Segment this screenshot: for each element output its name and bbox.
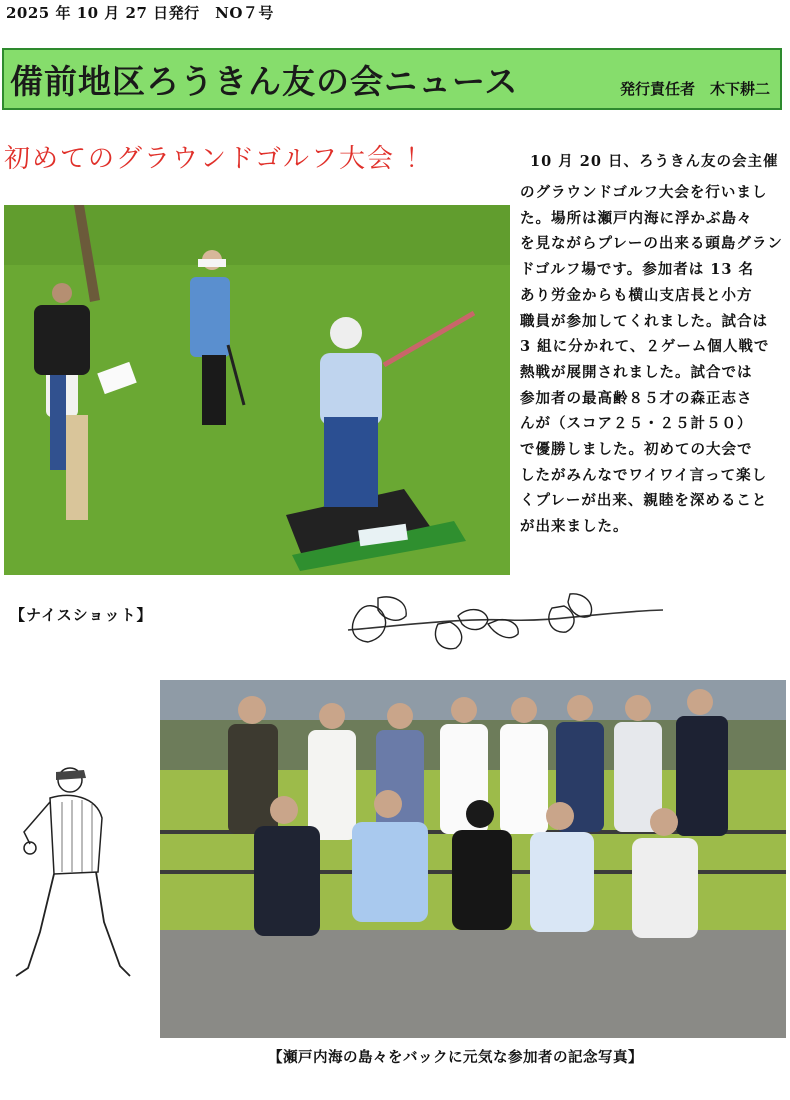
article-line: ドゴルフ場です。参加者は 13 名: [520, 261, 755, 279]
article-line: あり労金からも横山支店長と小方: [520, 286, 753, 304]
ground-golf-photo: [4, 205, 510, 575]
group-photo-illustration: [160, 680, 786, 1038]
article-line: んが（スコア２５・２５計５０）: [520, 415, 753, 433]
group-photo: [160, 680, 786, 1038]
baseball-player-sketch: [10, 762, 140, 992]
nice-shot-caption: 【ナイスショット】: [10, 606, 153, 624]
ground-golf-photo-illustration: [4, 205, 510, 575]
article-line: 参加者の最高齢８５才の森正志さ: [520, 389, 753, 407]
article-line: のグラウンドゴルフ大会を行いまし: [520, 184, 768, 201]
masthead-banner: [2, 48, 782, 110]
article-line: で優勝しました。初めての大会で: [520, 441, 753, 459]
group-photo-caption: 【瀬戸内海の島々をバックに元気な参加者の記念写真】: [268, 1049, 643, 1066]
article-body: [520, 180, 790, 540]
vine-illustration: [338, 590, 668, 662]
article-line: くプレーが出来、親睦を深めること: [520, 492, 768, 510]
article-line: 熱戦が展開されました。試合では: [520, 363, 753, 381]
article-line: 職員が参加してくれました。試合は: [520, 312, 768, 330]
article-first-line: 10 月 20 日、ろうきん友の会主催: [530, 153, 779, 170]
publisher-line: 発行責任者 木下耕二: [619, 80, 770, 98]
article-headline: 初めてのグラウンドゴルフ大会 ！: [4, 144, 434, 174]
article-line: 3 組に分かれて、２ゲーム個人戦で: [520, 338, 770, 356]
article-line: が出来ました。: [520, 518, 629, 536]
article-line: したがみんなでワイワイ言って楽し: [520, 466, 768, 484]
issue-date: 2025 年 10 月 27 日発行 NO７号: [6, 4, 274, 22]
newsletter-title: 備前地区ろうきん友の会ニュース: [10, 62, 519, 101]
article-line: を見ながらプレーの出来る頭島グラン: [520, 235, 783, 253]
article-line: た。場所は瀬戸内海に浮かぶ島々: [520, 209, 753, 227]
